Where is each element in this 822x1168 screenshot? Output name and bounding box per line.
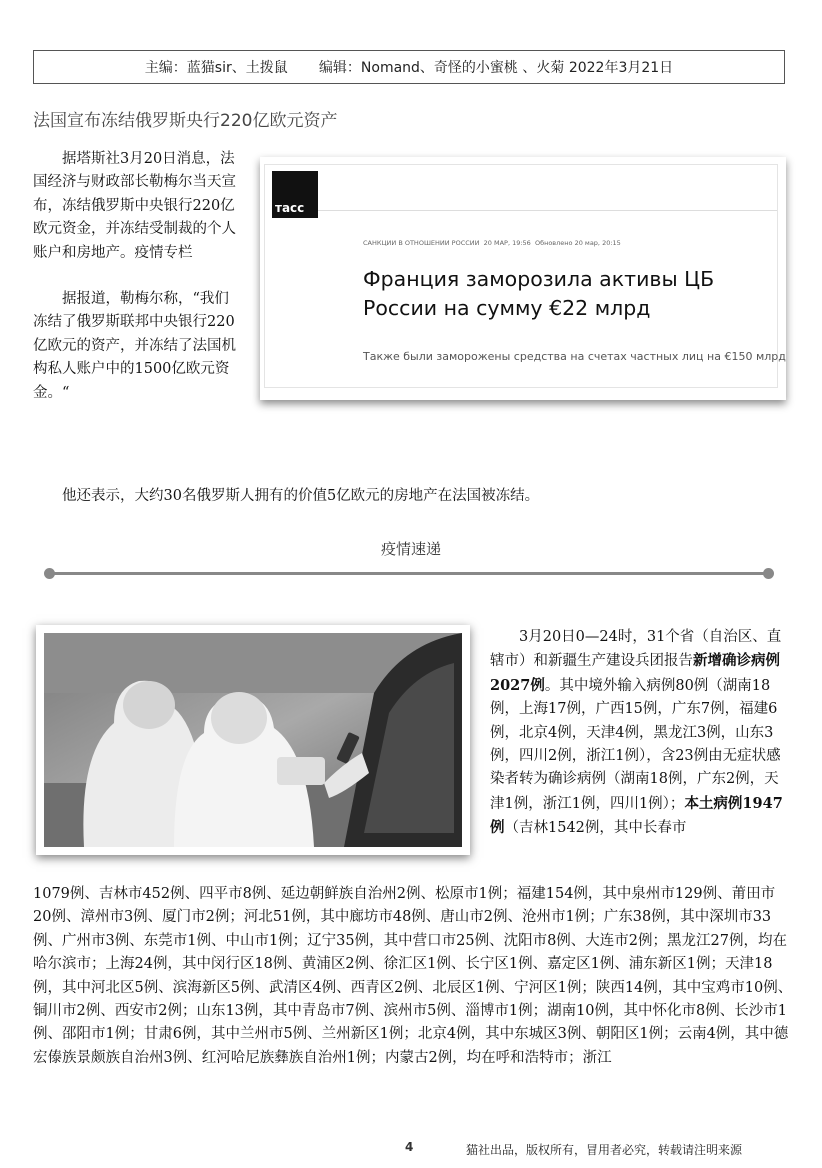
news-meta: САНКЦИИ В ОТНОШЕНИИ РОССИИ 20 МАР, 19:56 Обновлено 20 мар, 20:15 bbox=[363, 239, 621, 247]
news-headline: Франция заморозила активы ЦБ России на сумму €22 млрд bbox=[363, 267, 715, 320]
news-subline: Также были заморожены средства на счетах частных лиц на €150 млрд bbox=[363, 350, 786, 363]
issue-date: 2022年3月21日 bbox=[568, 60, 674, 76]
divider-dot bbox=[44, 568, 55, 579]
divider-dot bbox=[763, 568, 774, 579]
new-cases-highlight: 新增确诊病例2027例 bbox=[490, 652, 780, 694]
news-screenshot bbox=[260, 157, 786, 400]
chief-editor: 主编：蓝猫sir、土拨鼠 bbox=[144, 60, 288, 76]
article-paragraph: 他还表示，大约30名俄罗斯人拥有的价值5亿欧元的房地产在法国被冻结。 bbox=[62, 488, 540, 504]
imported-cases: 。其中境外输入病例80例（湖南18例，上海17例，广西15例，广东7例，福建6例，北京4例，天津4例，黑龙江3例，山东3例，四川2例，浙江1例），含23例由无症状感染者转为确诊病例（湖南18例，广东2例，天津1例，浙江1例，四川1例）； bbox=[490, 677, 781, 812]
article-paragraph: 据塔斯社3月20日消息，法国经济与财政部长勒梅尔当天宣布，冻结俄罗斯中央银行220亿欧元资金，并冻结受制裁的个人账户和房地产。疫情专栏 bbox=[33, 151, 236, 261]
article-title: 法国宣布冻结俄罗斯央行220亿欧元资产 bbox=[33, 111, 338, 131]
article-left-column bbox=[33, 148, 243, 405]
tass-logo: тасс bbox=[272, 171, 318, 218]
covid-report-text bbox=[490, 626, 790, 841]
local-cases-start: （吉林1542例，其中长春市 bbox=[504, 820, 687, 837]
editors: 编辑：Nomand、奇怪的小蜜桃 、火菊 bbox=[318, 60, 565, 76]
footer-copyright: 猫社出品，版权所有，冒用者必究，转载请注明来源 bbox=[466, 1143, 743, 1157]
masthead bbox=[33, 50, 785, 84]
section-title: 疫情速递 bbox=[380, 540, 441, 558]
article-paragraph: 据报道，勒梅尔称，“我们冻结了俄罗斯联邦中央银行220亿欧元的资产，并冻结了法国机构私人账户中的1500亿欧元资金。“ bbox=[33, 291, 236, 401]
local-cases-highlight: 本土病例1947例 bbox=[490, 794, 783, 837]
photo-frame bbox=[36, 625, 470, 855]
health-workers-photo bbox=[44, 633, 462, 847]
divider bbox=[318, 210, 777, 211]
page-number: 4 bbox=[405, 1140, 414, 1154]
section-divider bbox=[50, 572, 768, 575]
report-intro: 3月20日0—24时，31个省（自治区、直辖市）和新疆生产建设兵团报告 bbox=[490, 629, 782, 670]
covid-report-continued bbox=[33, 883, 793, 1070]
report-tail: 1079例、吉林市452例、四平市8例、延边朝鲜族自治州2例、松原市1例；福建154例，其中泉州市129例、莆田市20例、漳州市3例、厦门市2例；河北51例，其中廊坊市48例、唐山市2例、沧州市1例；广东38例，其中深圳市33例、广州市3例、东莞市1例、中山市1例；辽宁35例，其中营口市25例、沈阳市8例、大连市2例；黑龙江27例，均在哈尔滨市；上海24例，其中闵行区18例、黄浦区2例、徐汇区1例、长宁区1例、嘉定区1例、浦东新区1例；天津18例，其中河北区5例、滨海新区5例、武清区4例、西青区2例、北辰区1例、宁河区1例；陕西14例，其中宝鸡市10例、铜川市2例、西安市2例；山东13例，其中青岛市7例、滨州市5例、淄博市1例；湖南10例，其中怀化市8例、长沙市1例、邵阳市1例；甘肃6例，其中兰州市5例、兰州新区1例；北京4例，其中东城区3例、朝阳区1例；云南4例，其中德宏傣族景颇族自治州3例、红河哈尼族彝族自治州1例；内蒙古2例，均在呼和浩特市；浙江 bbox=[33, 886, 793, 1066]
